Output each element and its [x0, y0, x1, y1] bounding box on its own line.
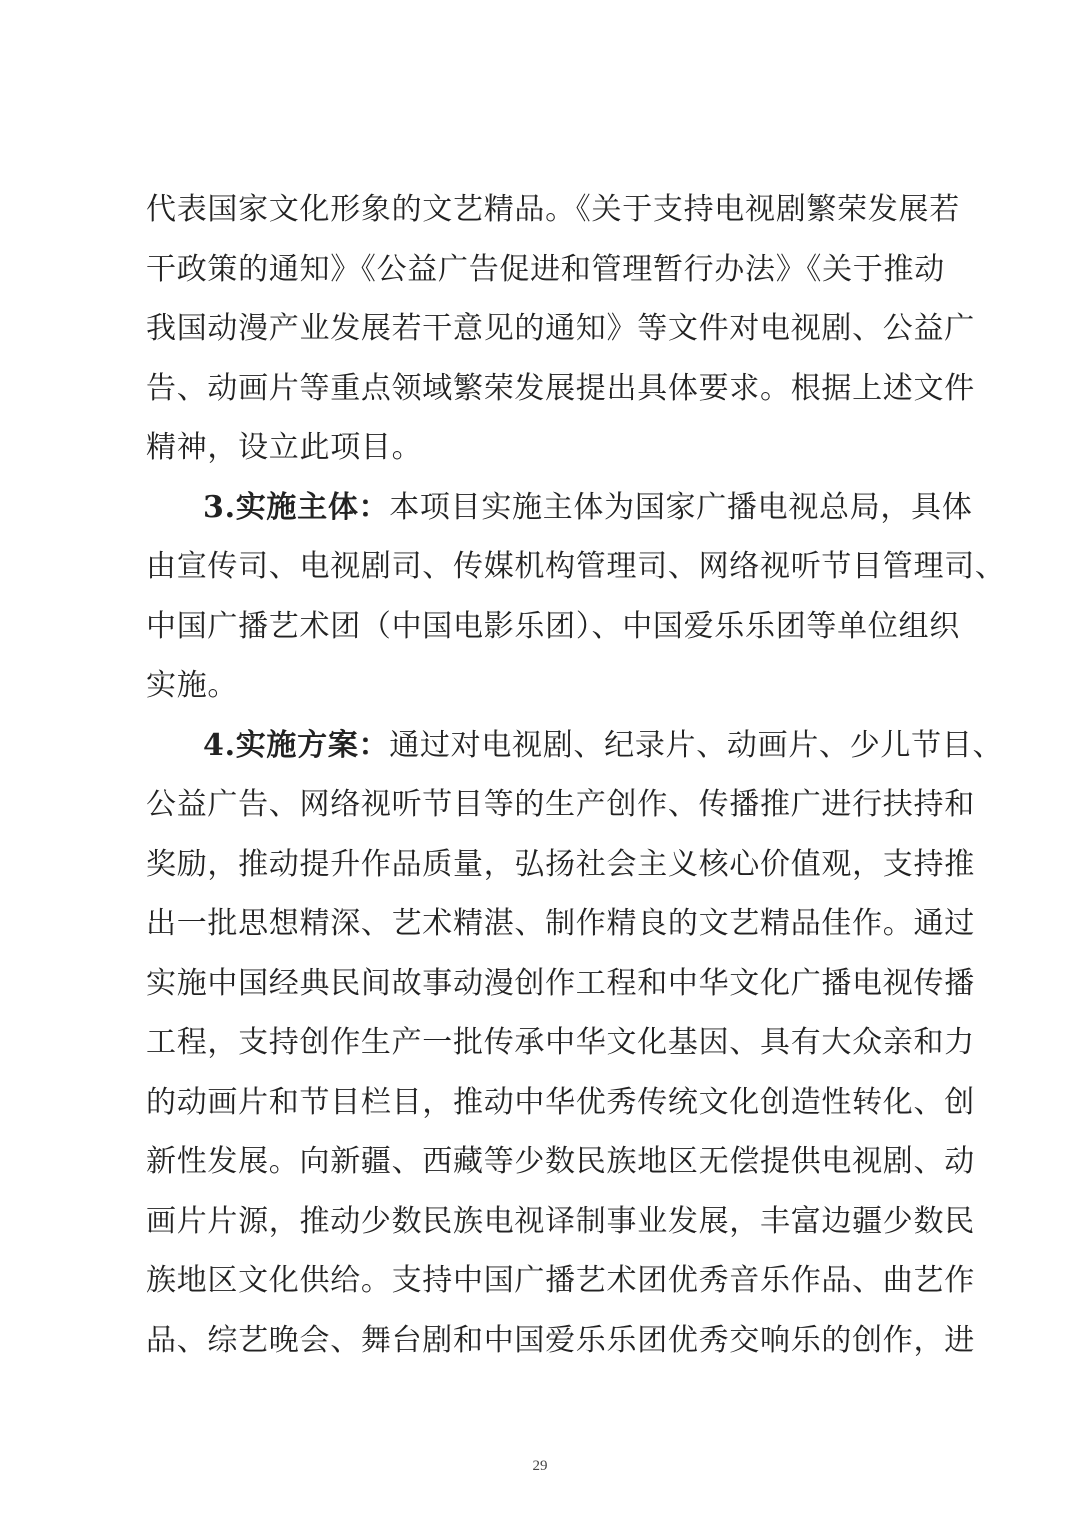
text-line: 族地区文化供给。支持中国广播艺术团优秀音乐作品、曲艺作 [146, 1263, 975, 1298]
text-line: 实施。 [146, 668, 239, 703]
page-number: 29 [532, 1458, 548, 1474]
text-line: 公益广告、网络视听节目等的生产创作、传播推广进行扶持和 [146, 787, 975, 822]
text-line: 精神，设立此项目。 [146, 430, 423, 465]
text-line: 告、动画片等重点领域繁荣发展提出具体要求。根据上述文件 [146, 370, 975, 406]
section-heading: 4.实施方案： [203, 727, 390, 763]
paragraph-1 [146, 180, 975, 478]
text-line: 干政策的通知》《公益广告促进和管理暂行办法》《关于推动 [146, 251, 945, 287]
text-line: 新性发展。向新疆、西藏等少数民族地区无偿提供电视剧、动 [146, 1144, 975, 1179]
section-first-line-text: 通过对电视剧、纪录片、动画片、少儿节目、 [389, 727, 1004, 763]
text-line: 出一批思想精深、艺术精湛、制作精良的文艺精品佳作。通过 [146, 906, 975, 941]
text-line: 工程，支持创作生产一批传承中华文化基因、具有大众亲和力 [146, 1025, 975, 1060]
document-body [146, 180, 1006, 1370]
section-first-line [146, 478, 973, 538]
section-4-implementation-plan [146, 716, 1004, 1371]
section-heading: 3.实施主体： [203, 489, 390, 525]
section-first-line [146, 716, 1004, 776]
text-line: 的动画片和节目栏目，推动中华优秀传统文化创造性转化、创 [146, 1084, 975, 1120]
section-first-line-text: 本项目实施主体为国家广播电视总局，具体 [389, 489, 973, 525]
text-line: 由宣传司、电视剧司、传媒机构管理司、网络视听节目管理司、 [146, 549, 1006, 584]
text-line: 品、综艺晚会、舞台剧和中国爱乐乐团优秀交响乐的创作，进 [146, 1322, 975, 1358]
section-3-implementing-body [146, 478, 1006, 716]
text-line: 代表国家文化形象的文艺精品。《关于支持电视剧繁荣发展若 [146, 192, 960, 227]
text-line: 我国动漫产业发展若干意见的通知》等文件对电视剧、公益广 [146, 311, 975, 346]
text-line: 奖励，推动提升作品质量，弘扬社会主义核心价值观，支持推 [146, 846, 975, 882]
text-line: 中国广播艺术团（中国电影乐团）、中国爱乐乐团等单位组织 [146, 608, 960, 644]
text-line: 画片片源，推动少数民族电视译制事业发展，丰富边疆少数民 [146, 1203, 975, 1239]
text-line: 实施中国经典民间故事动漫创作工程和中华文化广播电视传播 [146, 965, 975, 1001]
